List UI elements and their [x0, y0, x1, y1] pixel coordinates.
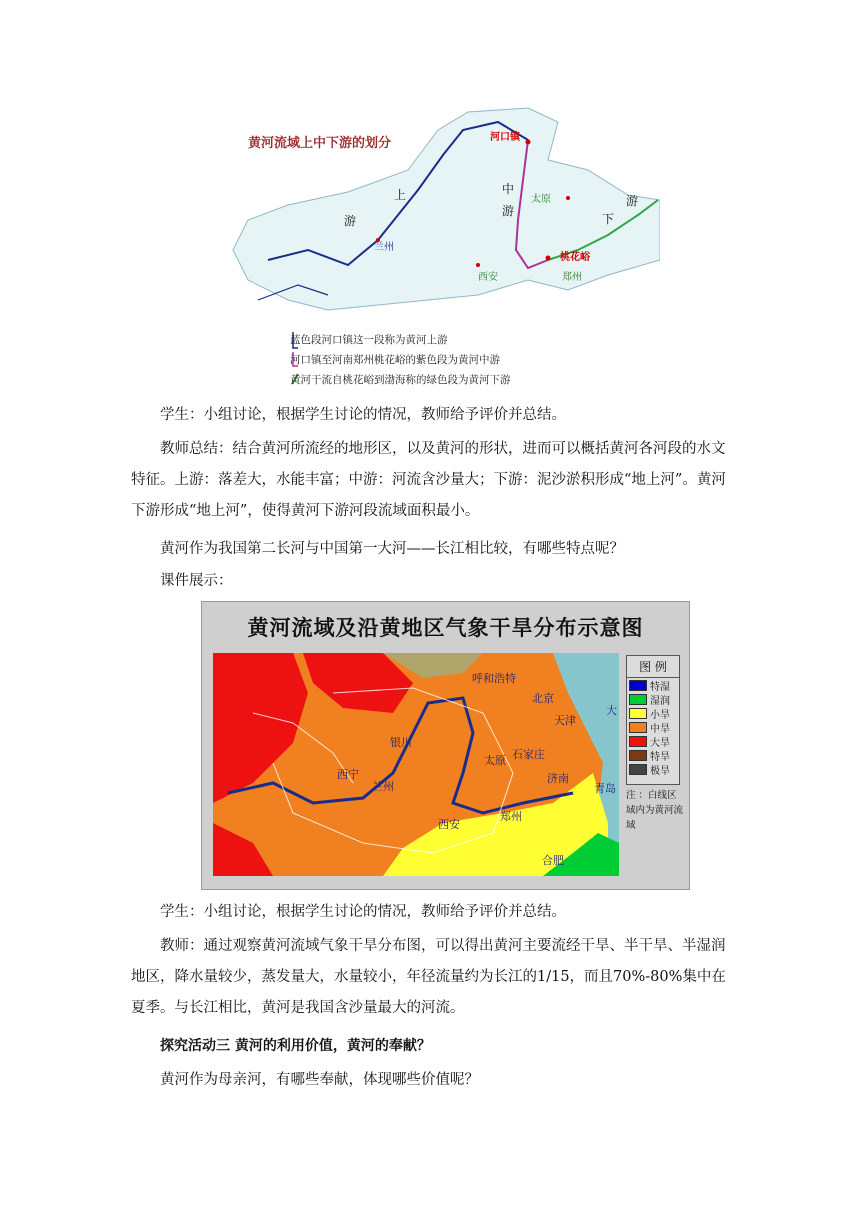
city-xining: 西宁 [337, 768, 359, 781]
legend-upper: 蓝色段河口镇这一段称为黄河上游 [290, 334, 448, 346]
paragraph-6: 教师：通过观察黄河流域气象干旱分布图，可以得出黄河主要流经干旱、半干旱、半湿润地区，降水量较少，蒸发量大，水量较小，年径流量约为长江的1/15，而且70%-80%集中在夏季。与长江相比，黄河是我国含沙量最大的河流。 [131, 938, 726, 1016]
label-taiyuan: 太原 [531, 194, 551, 205]
legend-lower: 黄河干流自桃花峪到渤海称的绿色段为黄河下游 [290, 374, 511, 386]
drought-distribution-map [201, 601, 690, 890]
city-dalian: 大 [606, 704, 617, 717]
taiyuan-dot [566, 196, 570, 200]
city-jinan: 济南 [547, 772, 569, 785]
paragraph-8: 黄河作为母亲河，有哪些奉献，体现哪些价值呢？ [160, 1072, 479, 1088]
legend-label: 特旱 [650, 751, 670, 763]
legend-item [627, 734, 679, 748]
map1-title: 黄河流域上中下游的划分 [248, 136, 392, 151]
legend-label: 特湿 [650, 681, 670, 693]
label-zhengzhou: 郑州 [562, 272, 582, 283]
city-hefei: 合肥 [542, 854, 564, 867]
legend-label: 小旱 [650, 709, 670, 721]
label-taohuayu: 桃花峪 [560, 252, 590, 263]
legend-swatch [629, 750, 647, 761]
hekouzhen-dot [526, 140, 531, 145]
map2-title: 黄河流域及沿黄地区气象干旱分布示意图 [247, 616, 644, 640]
paragraph-4: 课件展示： [160, 573, 233, 589]
legend-label: 极旱 [650, 765, 670, 777]
legend-box [626, 655, 680, 785]
city-xian: 西安 [438, 818, 460, 831]
paragraph-7-heading: 探究活动三 黄河的利用价值，黄河的奉献？ [160, 1038, 431, 1054]
label-lanzhou: 兰州 [374, 242, 394, 253]
xian-dot [476, 263, 480, 267]
legend-item [627, 678, 679, 692]
legend-label: 湿润 [650, 695, 670, 707]
paragraph-2: 教师总结：结合黄河所流经的地形区，以及黄河的形状，进而可以概括黄河各河段的水文特征。上游：落差大，水能丰富；中游：河流含沙量大；下游：泥沙淤积形成“地上河”。黄河下游形成“地上河”，使得黄河下游河段流域面积最小。 [131, 441, 726, 519]
city-beijing: 北京 [532, 692, 554, 705]
paragraph-3: 黄河作为我国第二长河与中国第一大河——长江相比较，有哪些特点呢？ [160, 541, 624, 557]
label-xian: 西安 [478, 272, 498, 283]
label-upper-1: 上 [394, 188, 407, 202]
paragraph-5: 学生：小组讨论，根据学生讨论的情况，教师给予评价并总结。 [160, 904, 566, 920]
legend-label: 中旱 [650, 723, 670, 735]
legend-swatch [629, 764, 647, 775]
label-middle-2: 游 [502, 204, 515, 218]
drought-map-drawing [213, 653, 619, 876]
legend-item [627, 748, 679, 762]
label-middle-1: 中 [502, 182, 515, 196]
legend-middle: 河口镇至河南郑州桃花峪的紫色段为黄河中游 [290, 354, 500, 366]
legend-label: 大旱 [650, 737, 670, 749]
city-zhengzhou: 郑州 [500, 810, 522, 823]
legend-swatch [629, 722, 647, 733]
city-qingdao: 青岛 [594, 782, 616, 795]
yellow-river-division-map [228, 100, 660, 392]
map-note: 注 ：白线区域内为黄河流域 [626, 790, 684, 831]
legend-item [627, 720, 679, 734]
legend-swatch [629, 680, 647, 691]
label-hekouzhen: 河口镇 [490, 132, 520, 143]
city-taiyuan: 太原 [484, 754, 506, 767]
legend-item [627, 762, 679, 776]
legend-title: 图 例 [627, 656, 679, 678]
legend-swatch [629, 736, 647, 747]
taohuayu-dot [546, 256, 551, 261]
legend-item [627, 706, 679, 720]
legend-swatch [629, 694, 647, 705]
legend-item [627, 692, 679, 706]
city-shijiazhuang: 石家庄 [512, 748, 545, 761]
label-upper-2: 游 [344, 214, 357, 228]
city-huhehaote: 呼和浩特 [472, 672, 516, 685]
label-lower-1: 下 [602, 212, 615, 226]
paragraph-1: 学生：小组讨论，根据学生讨论的情况，教师给予评价并总结。 [160, 407, 566, 423]
label-lower-2: 游 [626, 194, 639, 208]
city-yinchuan: 银川 [390, 736, 412, 749]
city-tianjin: 天津 [554, 714, 576, 727]
city-lanzhou: 兰州 [372, 780, 394, 793]
legend-swatch [629, 708, 647, 719]
